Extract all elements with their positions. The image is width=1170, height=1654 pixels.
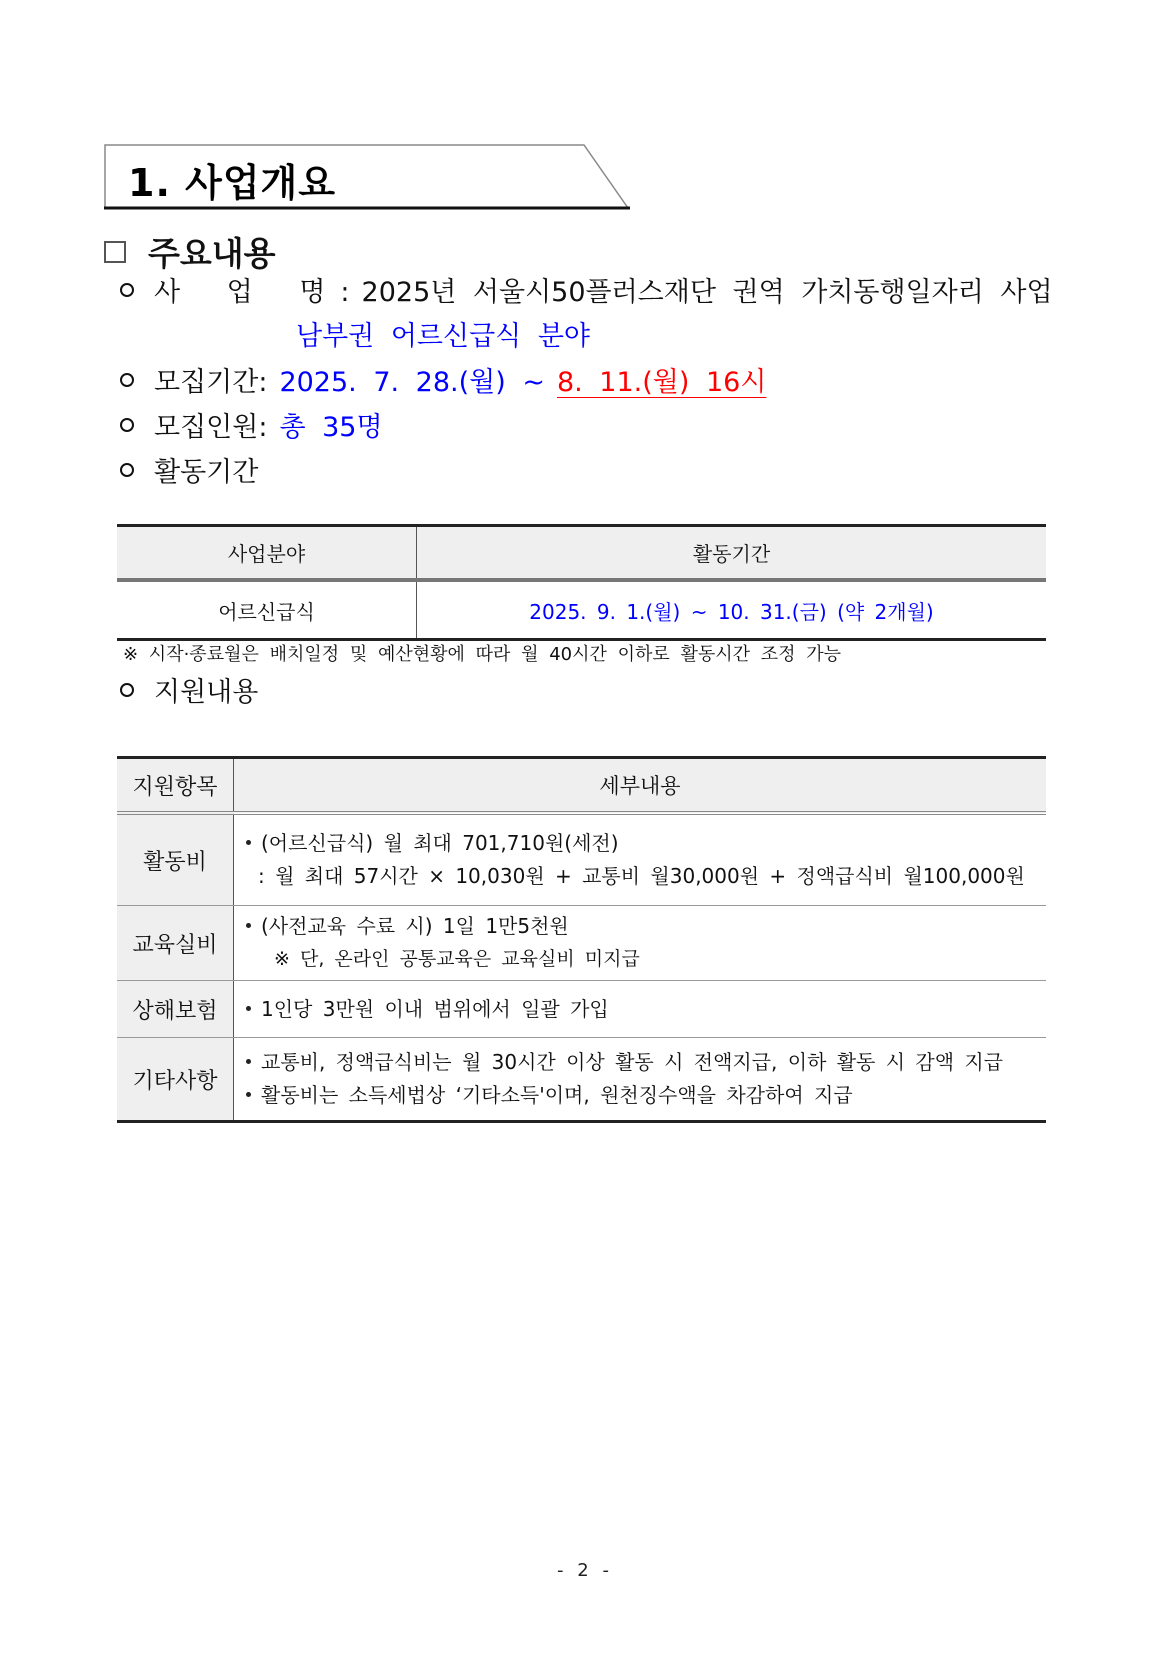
circle-bullet-icon	[120, 463, 134, 477]
recruit-period-label: 모집기간:	[154, 367, 268, 398]
cell-category: 기타사항	[117, 1038, 234, 1122]
cell-detail: 교통비, 정액급식비는 월 30시간 이상 활동 시 전액지급, 이하 활동 시 감액 지급 활동비는 소득세법상 ‘기타소득'이며, 원천징수액을 차감하여 지급	[234, 1038, 1047, 1122]
bullet-dot-icon	[246, 1092, 251, 1097]
support-table	[117, 756, 1046, 1123]
section-heading	[104, 144, 630, 210]
column-header-period: 활동기간	[417, 526, 1047, 581]
circle-bullet-icon	[120, 683, 134, 697]
circle-bullet-icon	[120, 418, 134, 432]
table-row	[117, 580, 1046, 640]
table-row	[117, 906, 1046, 981]
cell-category: 교육실비	[117, 906, 234, 981]
bullet-dot-icon	[246, 923, 251, 928]
recruit-period-line	[120, 360, 766, 399]
recruit-period-start: 2025. 7. 28.(월) ~	[279, 367, 545, 398]
table-header-row	[117, 526, 1046, 581]
business-name-label: 사 업 명:	[154, 277, 350, 308]
column-header-category: 지원항목	[117, 758, 234, 814]
bullet-dot-icon	[246, 840, 251, 845]
cell-field: 어르신급식	[117, 580, 417, 640]
activity-period-table	[117, 524, 1046, 641]
recruit-count-label: 모집인원:	[154, 412, 268, 443]
support-label: 지원내용	[154, 677, 259, 708]
recruit-count-value: 총 35명	[279, 412, 383, 443]
cell-detail: (사전교육 수료 시) 1일 1만5천원 ※ 단, 온라인 공통교육은 교육실비 미지급	[234, 906, 1047, 981]
circle-bullet-icon	[120, 373, 134, 387]
cell-detail: 1인당 3만원 이내 범위에서 일괄 가입	[234, 981, 1047, 1038]
subheading	[104, 228, 276, 275]
subheading-text: 주요내용	[148, 234, 276, 273]
recruit-count-line	[120, 405, 383, 444]
business-name-value-line2: 남부권 어르신급식 분야	[296, 321, 590, 352]
activity-period-label: 활동기간	[154, 457, 259, 488]
table-row	[117, 981, 1046, 1038]
square-bullet-icon	[104, 241, 126, 263]
column-header-field: 사업분야	[117, 526, 417, 581]
table-header-row	[117, 758, 1046, 814]
recruit-period-end: 8. 11.(월) 16시	[556, 367, 767, 398]
business-name-line	[120, 270, 1053, 309]
activity-note: ※ 시작·종료월은 배치일정 및 예산현황에 따라 월 40시간 이하로 활동시간 조정 가능	[123, 644, 842, 665]
section-title: 1. 사업개요	[128, 161, 336, 205]
cell-category: 상해보험	[117, 981, 234, 1038]
bullet-dot-icon	[246, 1006, 251, 1011]
cell-category: 활동비	[117, 813, 234, 906]
cell-period: 2025. 9. 1.(월) ~ 10. 31.(금) (약 2개월)	[417, 580, 1047, 640]
page-number: - 2 -	[557, 1560, 613, 1581]
table-row	[117, 813, 1046, 906]
support-heading	[120, 670, 258, 709]
cell-detail: (어르신급식) 월 최대 701,710원(세전) : 월 최대 57시간 × 10,030원 + 교통비 월30,000원 + 정액급식비 월100,000원	[234, 813, 1047, 906]
circle-bullet-icon	[120, 283, 134, 297]
business-name-value: 2025년 서울시50플러스재단 권역 가치동행일자리 사업	[361, 277, 1053, 308]
bullet-dot-icon	[246, 1059, 251, 1064]
column-header-detail: 세부내용	[234, 758, 1047, 814]
table-row	[117, 1038, 1046, 1122]
activity-period-heading	[120, 450, 258, 489]
